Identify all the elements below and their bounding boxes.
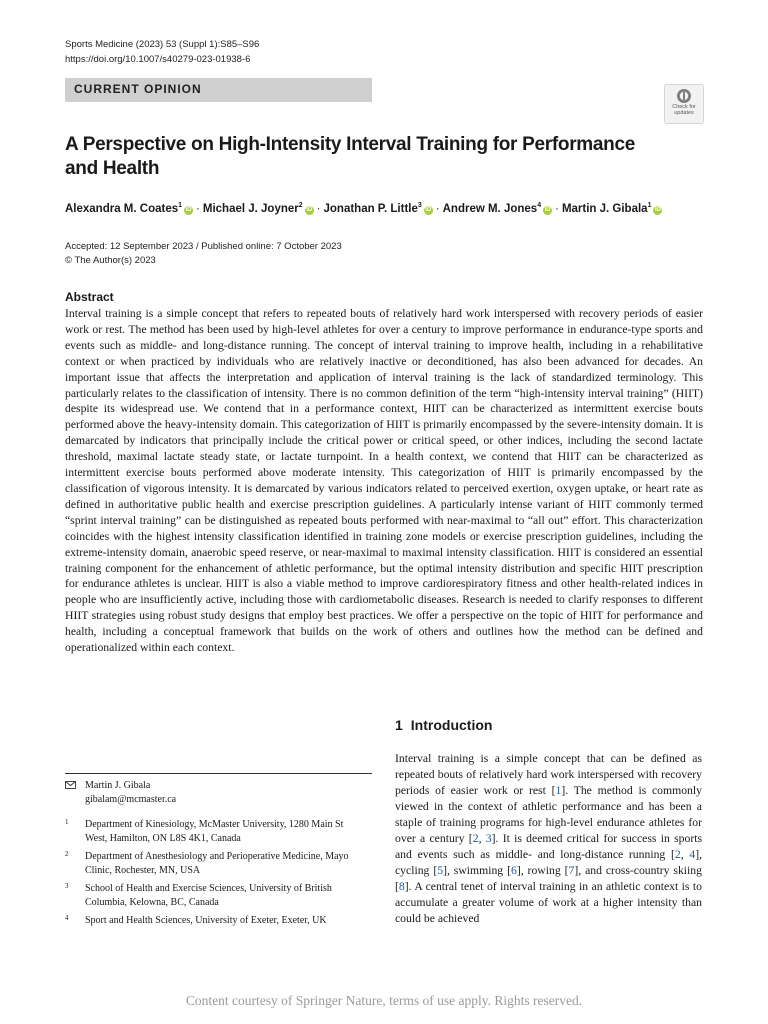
- publication-dates: Accepted: 12 September 2023 / Published online: 7 October 2023: [65, 241, 342, 252]
- affiliation-number: 2: [65, 850, 69, 858]
- orcid-icon[interactable]: iD: [544, 206, 551, 213]
- section-title: Introduction: [410, 717, 493, 733]
- citation-link[interactable]: 6: [510, 864, 517, 877]
- doi-link[interactable]: https://doi.org/10.1007/s40279-023-01938-6: [65, 54, 251, 65]
- affiliation-text: Sport and Health Sciences, University of Exeter, Exeter, UK: [85, 915, 327, 926]
- section-number: 1: [395, 717, 403, 733]
- author[interactable]: Michael J. Joyner$^2$iD: [202, 202, 313, 215]
- affiliation-number: 4: [65, 914, 69, 922]
- affiliation-text: Department of Kinesiology, McMaster University, 1280 Main St West, Hamilton, ON L8S 4K1, Canada: [85, 819, 344, 844]
- orcid-icon[interactable]: iD: [654, 206, 661, 213]
- check-for-updates-badge[interactable]: [664, 84, 704, 124]
- check-updates-line1: Check for: [672, 104, 696, 110]
- article-type-bar: [65, 78, 372, 102]
- affiliation-number: 1: [65, 818, 69, 826]
- author-list: [65, 202, 725, 215]
- journal-reference: Sports Medicine (2023) 53 (Suppl 1):S85–S96: [65, 39, 260, 50]
- affiliation: [65, 850, 365, 878]
- citation-link[interactable]: 7: [568, 864, 575, 877]
- author[interactable]: Jonathan P. Little$^3$iD: [323, 202, 432, 215]
- orcid-icon[interactable]: iD: [306, 206, 313, 213]
- footnote-divider: [65, 773, 372, 774]
- citation-link[interactable]: 1: [555, 784, 562, 797]
- copyright-notice: © The Author(s) 2023: [65, 255, 156, 266]
- orcid-icon[interactable]: iD: [185, 206, 192, 213]
- introduction-body: Interval training is a simple concept that can be defined as repeated bouts of relatively hard work interspersed with recovery periods of easier work or rest [1]. The method is commonly viewed in the context of athletic performance and has been a staple of training programs for high-level endurance athletes for over a century [2, 3]. It is deemed critical for success in sports and events such as middle- and long-distance running [2, 4], cycling [5], swimming [6], rowing [7], and cross-country skiing [8]. A central tenet of interval training in an athletic context is to accumulate a greater volume of work at a higher intensity than could be achieved: [395, 752, 703, 925]
- article-title: A Perspective on High-Intensity Interval Training for Performance and Health: [65, 134, 635, 179]
- corresponding-author-email[interactable]: gibalam@mcmaster.ca: [85, 794, 177, 805]
- abstract-heading: Abstract: [65, 290, 114, 304]
- check-updates-icon: [676, 88, 692, 104]
- affiliation-number: 3: [65, 882, 69, 890]
- author-separator: ·: [196, 202, 200, 215]
- citation-link[interactable]: 5: [437, 864, 444, 877]
- author-separator: ·: [316, 202, 321, 215]
- citation-link[interactable]: 8: [398, 880, 405, 893]
- author[interactable]: Andrew M. Jones$^4$iD: [442, 202, 551, 215]
- affiliation: [65, 882, 365, 910]
- affiliation: [65, 818, 365, 846]
- author-separator: ·: [555, 202, 559, 215]
- footer-rights-notice: Content courtesy of Springer Nature, terms of use apply. Rights reserved.: [185, 993, 583, 1008]
- affiliation-text: Department of Anesthesiology and Perioperative Medicine, Mayo Clinic, Rochester, MN, USA: [85, 851, 349, 876]
- corresponding-author-name: Martin J. Gibala: [85, 780, 151, 791]
- citation-link[interactable]: 2: [674, 848, 681, 861]
- orcid-icon[interactable]: iD: [425, 206, 432, 213]
- affiliation-text: School of Health and Exercise Sciences, University of British Columbia, Kelowna, BC, Canada: [85, 883, 332, 908]
- author[interactable]: Martin J. Gibala$^1$iD: [561, 202, 661, 215]
- citation-link[interactable]: 3: [485, 832, 492, 845]
- section-heading-introduction: [395, 717, 492, 733]
- correspondence-block: [65, 779, 372, 807]
- author[interactable]: Alexandra M. Coates$^1$iD: [65, 202, 192, 215]
- affiliation: [65, 914, 365, 928]
- check-updates-line2: updates: [674, 110, 694, 116]
- citation-link[interactable]: 4: [689, 848, 696, 861]
- envelope-icon: [65, 781, 76, 789]
- author-separator: ·: [435, 202, 440, 215]
- article-type-label: CURRENT OPINION: [74, 82, 202, 96]
- citation-link[interactable]: 2: [472, 832, 479, 845]
- abstract-body: Interval training is a simple concept that refers to repeated bouts of relatively hard work interspersed with recovery periods of easier work or rest. The method has been used by high-level athletes for over a century to improve performance in endurance-type sports and events such as middle- and long-distance running. The concept of interval training to improve health, including in a rehabilitative context or when practiced by individuals who are relatively inactive or deconditioned, has also been advanced for decades. An important issue that affects the interpretation and application of interval training is the lack of standardized terminology. This particularly relates to the classification of intensity. There is no common definition of the term “high-intensity interval training” (HIIT) despite its widespread use. We contend that in a performance context, HIIT can be characterized as intermittent exercise bouts performed above the heavy-intensity domain. This categorization of HIIT is primarily encompassed by the severe-intensity domain. It is demarcated by indicators that principally include the critical power or critical speed, or other indices, including the second lactate threshold, maximal lactate steady state, or lactate turnpoint. In a health context, we contend that HIIT can be characterized as intermittent exercise bouts performed above moderate intensity. This categorization of HIIT is primarily encompassed by the classification of vigorous intensity. It is demarcated by various indicators related to perceived exertion, oxygen uptake, or heart rate as defined in authoritative public health and exercise prescription guidelines. A particularly intense variant of HIIT commonly termed “sprint interval training” can be distinguished as repeated bouts performed with near-maximal to “all out” effort. This characterization coincides with the highest intensity classification identified in training zone models or exercise prescription guidelines, including the extreme-intensity domain, anaerobic speed reserve, or near-maximal to maximal intensity classification. HIIT is considered an essential training component for the enhancement of athletic performance, but the optimal intensity distribution and specific HIIT prescription for endurance athletes is unclear. HIIT is also a viable method to improve cardiorespiratory fitness and other health-related indices in people who are insufficiently active, including those with cardiometabolic diseases. Research is needed to clarify responses to different HIIT strategies using robust study designs that employ best practices. We offer a perspective on the topic of HIIT for performance and health, including a conceptual framework that builds on the work of others and outlines how the method can be defined and operationalized within each context.: [65, 307, 703, 655]
